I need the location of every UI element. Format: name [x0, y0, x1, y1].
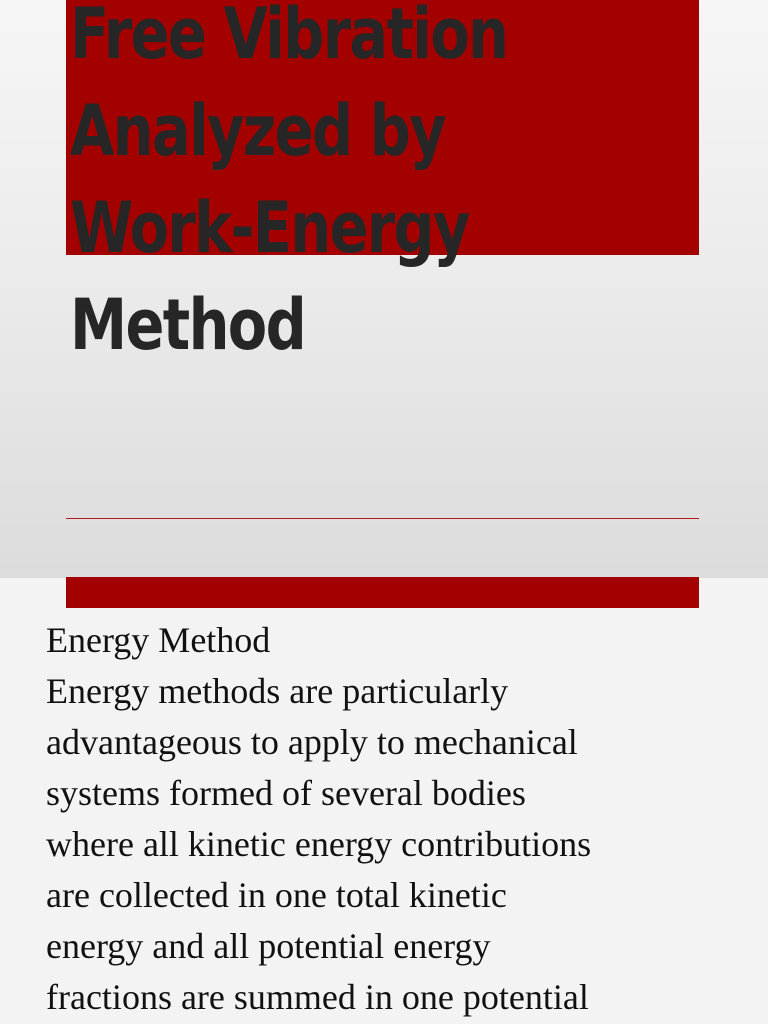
notes-line: advantageous to apply to mechanical — [46, 722, 578, 762]
title-line: Method — [70, 284, 306, 366]
notes-line: systems formed of several bodies — [46, 773, 526, 813]
notes-line: Energy methods are particularly — [46, 671, 509, 711]
footer-accent-bar — [66, 577, 699, 608]
notes-line: energy and all potential energy — [46, 926, 491, 966]
notes-line: where all kinetic energy contributions — [46, 824, 592, 864]
notes-text — [46, 615, 746, 1023]
notes-heading: Energy Method — [46, 620, 271, 660]
title-line: Analyzed by — [70, 90, 445, 172]
notes-line: fractions are summed in one potential — [46, 977, 589, 1017]
notes-line: are collected in one total kinetic — [46, 875, 507, 915]
title-divider — [66, 518, 699, 519]
title-line: Free Vibration — [70, 0, 508, 75]
slide-title — [70, 0, 595, 374]
title-line: Work-Energy — [70, 187, 469, 269]
